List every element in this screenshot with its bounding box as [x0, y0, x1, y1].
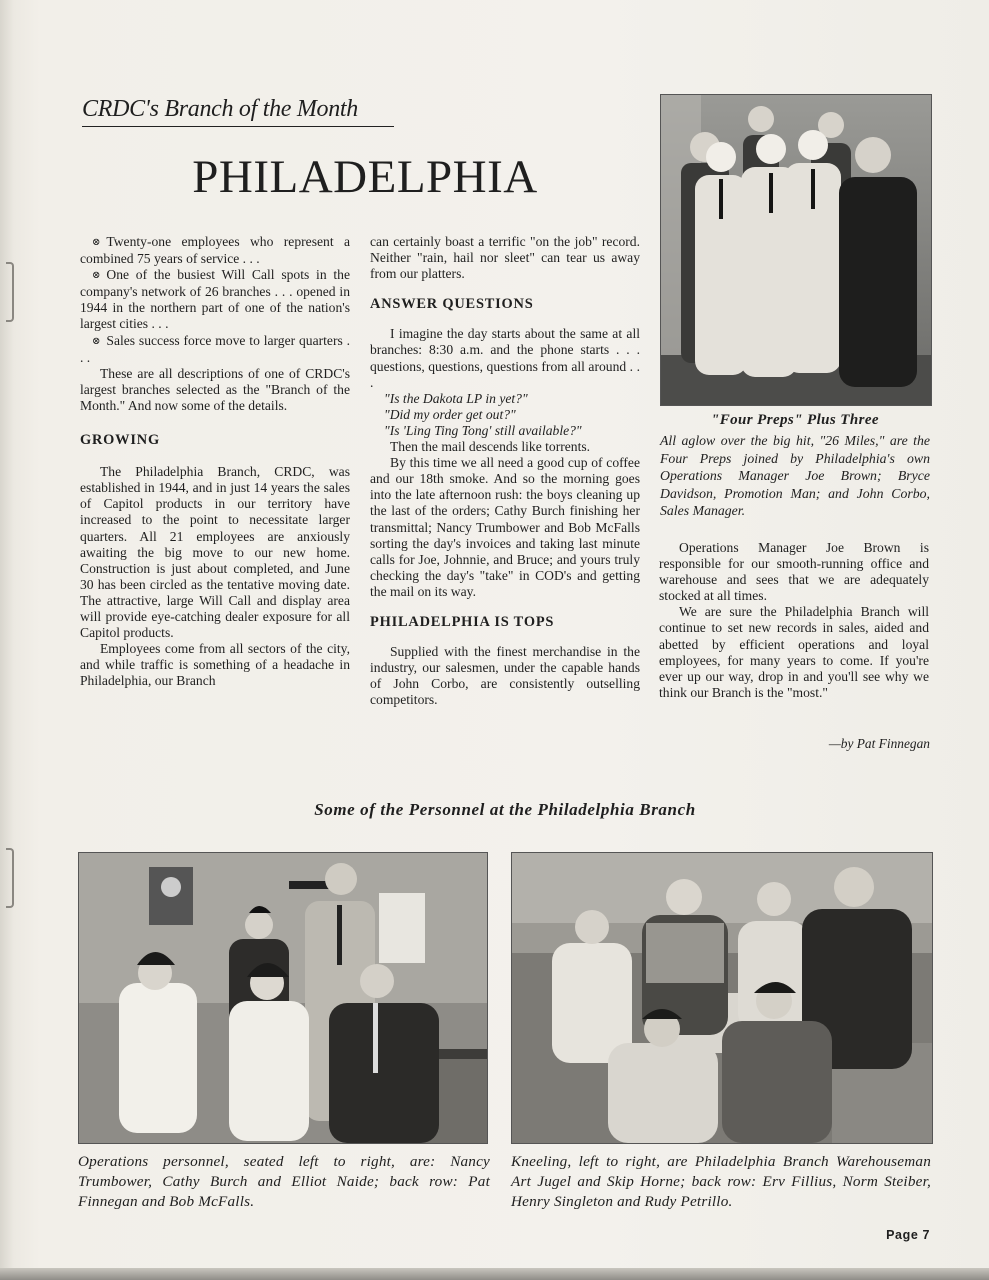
bullet-item: ⊗ Sales success force move to larger quarters . . .	[80, 332, 350, 365]
quote-line: "Did my order get out?"	[384, 406, 516, 422]
personnel-section-title: Some of the Personnel at the Philadelphia Branch	[314, 800, 696, 819]
left-photo-caption: Operations personnel, seated left to right, are: Nancy Trumbower, Cathy Burch and Elliot Naide; back row: Pat Finnegan and Bob McFalls.	[78, 1153, 490, 1210]
column-3-paragraph-2: We are sure the Philadelphia Branch will continue to set new records in sales, aided and abetted by efficient operations and loyal employees, for many years to come. If you're ever up our way, drop in and you'll see why we think our Branch is the "most."	[659, 604, 929, 700]
answer-paragraph-3: By this time we all need a good cup of coffee and our 18th smoke. And so the morning goes into the late afternoon rush: the boys cleaning up the last of the orders; Cathy Burch finishing her transmittal; Nancy Trumbower and Bob McFalls sorting the day's invoices and taking last minute calls for Joe, Johnnie, and Bruce; and yours truly checking the day's "take" in COD's and getting the mail on its way.	[370, 455, 640, 599]
section-kicker: CRDC's Branch of the Month	[82, 96, 394, 127]
operations-personnel-photo	[78, 852, 488, 1144]
bullet-icon: ⊗	[92, 270, 101, 282]
warehouse-personnel-photo	[511, 852, 933, 1144]
article-column-3	[659, 540, 929, 701]
continued-paragraph: can certainly boast a terrific "on the job" record. Neither "rain, hail nor sleet" can tear us away from our platters.	[370, 234, 640, 282]
staple-bottom	[6, 848, 14, 908]
heading-philadelphia-tops: PHILADELPHIA IS TOPS	[370, 613, 555, 630]
heading-growing: GROWING	[80, 432, 160, 449]
page-edge	[0, 1268, 989, 1280]
staple-top	[6, 262, 14, 322]
article-column-2	[370, 234, 640, 708]
bullet-item: ⊗ One of the busiest Will Call spots in the company's network of 26 branches . . . opened in 1944 in the northern part of one of the nation's largest cities . . .	[80, 267, 350, 332]
growing-paragraph-2: Employees come from all sectors of the city, and while traffic is something of a headache in Philadelphia, our Branch	[80, 641, 350, 689]
heading-answer-questions: ANSWER QUESTIONS	[370, 296, 534, 313]
answer-paragraph-1: I imagine the day starts about the same at all branches: 8:30 a.m. and the phone starts . . . questions, questions, questions from all around . . .	[370, 326, 640, 390]
article-column-1	[80, 234, 350, 689]
bullet-item: ⊗ Twenty-one employees who represent a combined 75 years of service . . .	[80, 234, 350, 267]
intro-paragraph: These are all descriptions of one of CRDC's largest branches selected as the "Branch of the Month." And now some of the details.	[80, 365, 350, 413]
photo-caption-body: All aglow over the big hit, "26 Miles," are the Four Preps joined by Philadelphia's own Operations Manager Joe Brown; Bryce Davidson, Promotion Man; and John Corbo, Sales Manager.	[660, 433, 930, 519]
column-3-paragraph-1: Operations Manager Joe Brown is responsible for our smooth-running office and warehouse and sees that we are adequately stocked at all times.	[659, 540, 929, 604]
four-preps-photo	[660, 94, 932, 406]
byline: —by Pat Finnegan	[828, 736, 930, 751]
answer-paragraph-2: Then the mail descends like torrents.	[390, 439, 591, 455]
bullet-icon: ⊗	[92, 335, 101, 347]
quote-line: "Is the Dakota LP in yet?"	[384, 390, 528, 406]
quote-line: "Is 'Ling Ting Tong' still available?"	[384, 422, 582, 438]
photo-caption-title: "Four Preps" Plus Three	[711, 412, 879, 428]
right-photo-caption: Kneeling, left to right, are Philadelphia Branch Warehouseman Art Jugel and Skip Horne; back row: Erv Fillius, Norm Steiber, Henry Singleton and Rudy Petrillo.	[511, 1153, 931, 1210]
tops-paragraph: Supplied with the finest merchandise in the industry, our salesmen, under the capable hands of John Corbo, are consistently outselling competitors.	[370, 644, 640, 708]
page-title: PHILADELPHIA	[192, 151, 538, 203]
page-number: Page 7	[886, 1228, 930, 1242]
growing-paragraph-1: The Philadelphia Branch, CRDC, was established in 1944, and in just 14 years the sales of Capitol products in our territory have increased to the point to necessitate larger quarters. All 21 employees are anxiously awaiting the big move to our new home. Construction is just about completed, and June 30 has been circled as the tentative moving date. The attractive, large Will Call and display area will provide eye-catching dealer exposure for all Capitol products.	[80, 464, 350, 641]
bullet-icon: ⊗	[92, 237, 101, 248]
